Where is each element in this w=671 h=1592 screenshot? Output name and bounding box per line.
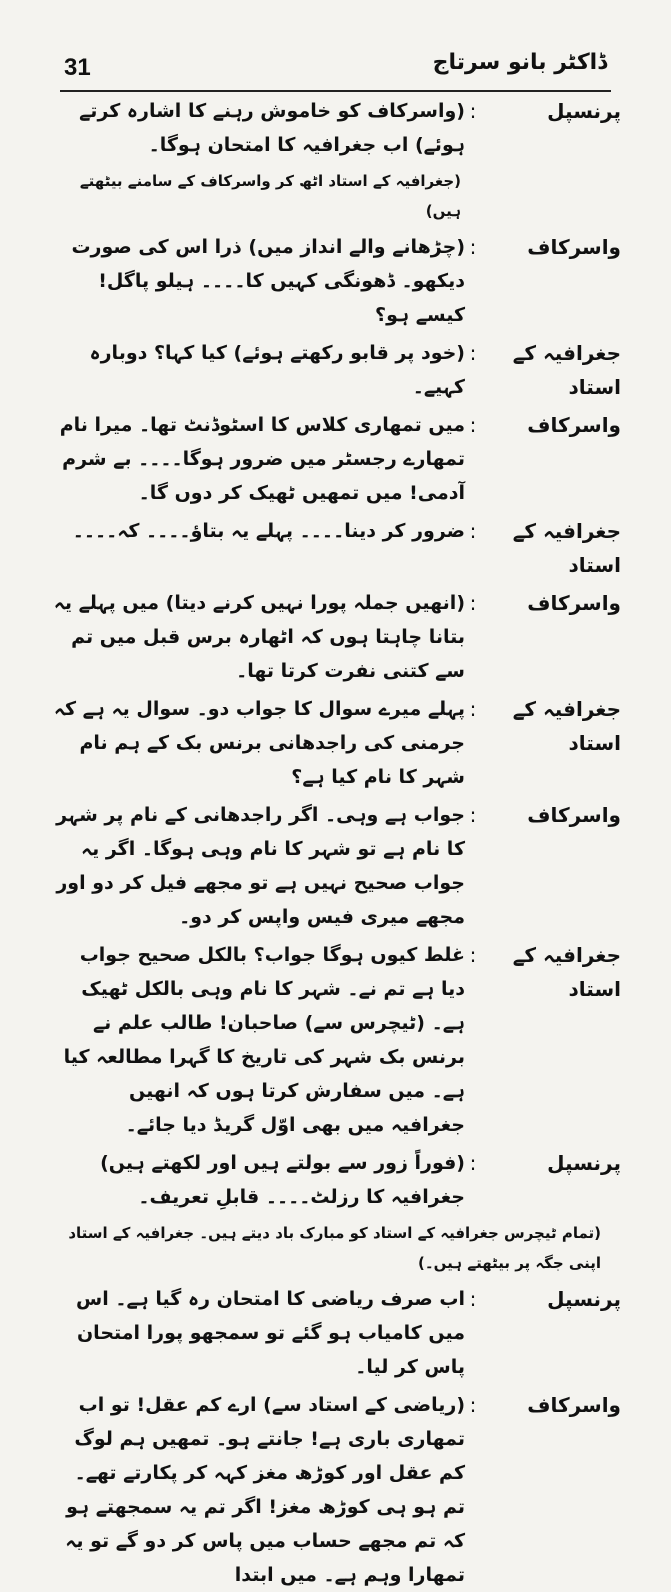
speaker-colon: : [469, 341, 477, 365]
speech-text: (واسرکاف کو خاموش رہنے کا اشارہ کرتے ہوئے) اب جغرافیہ کا امتحان ہوگا۔ [79, 100, 465, 156]
page-header [40, 40, 631, 90]
dialogue-entry [50, 230, 621, 332]
speech-text: (فوراً زور سے بولتے ہیں اور لکھتے ہیں) جغرافیہ کا رزلٹ۔۔۔۔ قابلِ تعریف۔ [100, 1152, 465, 1208]
speaker-colon: : [469, 99, 477, 123]
speech-text: (انھیں جملہ پورا نہیں کرنے دیتا) میں پہلے یہ بتانا چاہتا ہوں کہ اٹھارہ برس قبل میں تم سے کتنی نفرت کرتا تھا۔ [53, 592, 465, 682]
speech-text: اب صرف ریاضی کا امتحان رہ گیا ہے۔ اس میں کامیاب ہو گئے تو سمجھو پورا امتحان پاس کر لیا۔ [76, 1288, 465, 1378]
speaker-name: جغرافیہ کے استاد [512, 943, 621, 1001]
speaker-name: جغرافیہ کے استاد [512, 519, 621, 577]
speaker-colon: : [469, 519, 477, 543]
speech-text: ضرور کر دینا۔۔۔۔ پہلے یہ بتاؤ۔۔۔۔ کہ۔۔۔۔ [72, 520, 465, 542]
speaker-colon: : [469, 235, 477, 259]
speech-text: غلط کیوں ہوگا جواب؟ بالکل صحیح جواب دیا ہے تم نے۔ شہر کا نام وہی بالکل ٹھیک ہے۔ (ٹیچرس سے) صاحبان! طالب علم نے برنس بک شہر کی تاریخ کا گہرا مطالعہ کیا ہے۔ میں سفارش کرتا ہوں کہ انھیں جغرافیہ میں بھی اوّل گریڈ دیا جائے۔ [63, 944, 465, 1136]
speaker-name: جغرافیہ کے استاد [512, 341, 621, 399]
speech-text: (ریاضی کے استاد سے) ارے کم عقل! تو اب تمھاری باری ہے! جانتے ہو۔ تمھیں ہم لوگ کم عقل اور کوڑھ مغز کہہ کر پکارتے تھے۔ تم ہو ہی کوڑھ مغز! اگر تم یہ سمجھتے ہو کہ تم مجھے حساب میں پاس کر دو گے تو یہ تمھارا وہم ہے۔ میں ابتدا [65, 1394, 465, 1586]
speech-text: (خود پر قابو رکھتے ہوئے) کیا کہا؟ دوبارہ کہیے۔ [89, 342, 465, 398]
dialogue-entry [50, 798, 621, 934]
page-number: 31 [64, 54, 91, 81]
dialogue-content [50, 94, 621, 1586]
stage-direction: (جغرافیہ کے استاد اٹھ کر واسرکاف کے سامنے بیٹھتے ہیں) [79, 172, 461, 220]
speaker-name: پرنسپل [547, 1287, 621, 1311]
speech-text: جواب ہے وہی۔ اگر راجدھانی کے نام پر شہر کا نام ہے تو شہر کا نام وہی ہوگا۔ اگر یہ جواب صحیح نہیں ہے تو مجھے فیل کر دو اور مجھے میری فیس واپس کر دو۔ [56, 804, 465, 928]
dialogue-entry [50, 408, 621, 510]
dialogue-entry [50, 336, 621, 404]
dialogue-entry [50, 1282, 621, 1384]
header-divider [60, 90, 611, 92]
dialogue-entry [50, 586, 621, 688]
speaker-colon: : [469, 943, 477, 967]
speaker-colon: : [469, 1287, 477, 1311]
speaker-colon: : [469, 803, 477, 827]
stage-direction: (تمام ٹیچرس جغرافیہ کے استاد کو مبارک باد دیتے ہیں۔ جغرافیہ کے استاد اپنی جگہ پر بیٹھتے ہیں۔) [68, 1224, 601, 1272]
dialogue-entry [50, 1388, 621, 1592]
speaker-name: پرنسپل [547, 99, 621, 123]
speaker-name: واسرکاف [527, 235, 621, 259]
dialogue-entry [50, 514, 621, 582]
dialogue-entry [50, 938, 621, 1142]
dialogue-entry [50, 1146, 621, 1214]
speech-text: میں تمھاری کلاس کا اسٹوڈنٹ تھا۔ میرا نام تمھارے رجسٹر میں ضرور ہوگا۔۔۔۔ بے شرم آدمی! میں تمھیں ٹھیک کر دوں گا۔ [59, 414, 465, 504]
speaker-name: پرنسپل [547, 1151, 621, 1175]
dialogue-entry [50, 692, 621, 794]
dialogue-entry [50, 94, 621, 162]
speaker-name: واسرکاف [527, 803, 621, 827]
speaker-colon: : [469, 413, 477, 437]
speech-text: پہلے میرے سوال کا جواب دو۔ سوال یہ ہے کہ جرمنی کی راجدھانی برنس بک کے ہم نام شہر کا نام کیا ہے؟ [53, 698, 465, 788]
speaker-colon: : [469, 697, 477, 721]
speech-text: (چڑھانے والے انداز میں) ذرا اس کی صورت دیکھو۔ ڈھونگی کہیں کا۔۔۔۔ ہیلو پاگل! کیسے ہو؟ [71, 236, 465, 326]
speaker-colon: : [469, 1151, 477, 1175]
book-title: ڈاکٹر بانو سرتاج [432, 50, 607, 75]
speaker-name: واسرکاف [527, 413, 621, 437]
speaker-colon: : [469, 1393, 477, 1417]
speaker-name: واسرکاف [527, 591, 621, 615]
speaker-colon: : [469, 591, 477, 615]
speaker-name: واسرکاف [527, 1393, 621, 1417]
speaker-name: جغرافیہ کے استاد [512, 697, 621, 755]
